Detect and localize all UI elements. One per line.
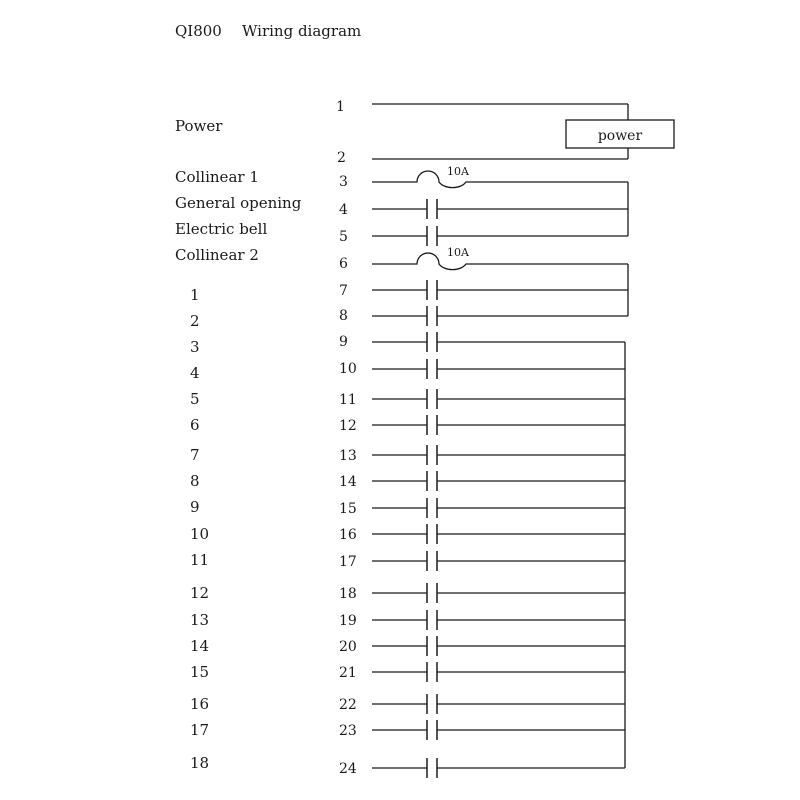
terminal-number: 17 <box>339 554 357 570</box>
contact-row-21 <box>372 662 625 682</box>
fuse-wire-6 <box>372 253 628 270</box>
label-power: Power <box>175 117 223 135</box>
terminal-number: 11 <box>339 392 357 408</box>
contact-row-9 <box>372 332 625 352</box>
channel-label: 2 <box>190 312 200 330</box>
contact-row-20 <box>372 636 625 656</box>
channel-label: 3 <box>190 338 200 356</box>
contact-row-16 <box>372 524 625 544</box>
terminal-number: 14 <box>339 474 357 490</box>
terminal-number: 2 <box>337 150 346 166</box>
label-collinear-1: Collinear 1 <box>175 168 259 186</box>
contact-row-18 <box>372 583 625 603</box>
channel-label: 9 <box>190 498 200 516</box>
terminal-number: 7 <box>339 283 348 299</box>
power-circuit <box>372 104 674 159</box>
terminal-number: 16 <box>339 527 357 543</box>
channel-label: 13 <box>190 611 210 629</box>
fuse-group-1 <box>372 165 628 236</box>
contact-row-4 <box>372 199 628 219</box>
channel-label: 15 <box>190 663 210 681</box>
channel-label: 6 <box>190 416 200 434</box>
contact-row-19 <box>372 610 625 630</box>
fuse-group-2 <box>372 246 628 316</box>
terminal-number: 13 <box>339 448 357 464</box>
contact-row-8 <box>372 306 628 326</box>
terminal-number: 21 <box>339 665 357 681</box>
terminal-number: 18 <box>339 586 357 602</box>
channel-label: 1 <box>190 286 200 304</box>
terminal-number: 15 <box>339 501 357 517</box>
terminal-number: 1 <box>336 99 345 115</box>
contact-row-10 <box>372 359 625 379</box>
terminal-number: 22 <box>339 697 357 713</box>
terminal-number: 8 <box>339 308 348 324</box>
channel-label: 11 <box>190 551 210 569</box>
contact-row-14 <box>372 471 625 491</box>
terminal-number: 5 <box>339 229 348 245</box>
contact-row-15 <box>372 498 625 518</box>
contact-row-7 <box>372 280 628 300</box>
contact-row-24 <box>372 758 625 778</box>
terminal-number: 6 <box>339 256 348 272</box>
channel-label: 14 <box>190 637 210 655</box>
fuse-rating: 10A <box>447 165 469 178</box>
terminal-number: 23 <box>339 723 357 739</box>
channel-label: 17 <box>190 721 210 739</box>
terminal-number: 20 <box>339 639 357 655</box>
terminal-number: 3 <box>339 174 348 190</box>
contact-row-22 <box>372 694 625 714</box>
fuse-wire-3 <box>372 171 628 188</box>
terminal-number: 12 <box>339 418 357 434</box>
fuse-rating: 10A <box>447 246 469 259</box>
model-name: QI800 <box>175 22 222 40</box>
terminal-number: 19 <box>339 613 357 629</box>
terminal-number: 24 <box>339 761 357 777</box>
label-general-opening: General opening <box>175 194 302 212</box>
contact-row-23 <box>372 720 625 740</box>
terminal-number: 10 <box>339 361 357 377</box>
channel-label: 16 <box>190 695 210 713</box>
label-electric-bell: Electric bell <box>175 220 268 238</box>
terminal-number: 4 <box>339 202 348 218</box>
power-box-label: power <box>597 128 643 144</box>
contact-row-12 <box>372 415 625 435</box>
channel-label: 12 <box>190 584 210 602</box>
label-collinear-2: Collinear 2 <box>175 246 259 264</box>
channel-label: 18 <box>190 754 210 772</box>
channel-label: 7 <box>190 446 200 464</box>
channel-label: 8 <box>190 472 200 490</box>
channel-label: 10 <box>190 525 210 543</box>
contact-row-11 <box>372 389 625 409</box>
contact-row-17 <box>372 551 625 571</box>
contact-row-13 <box>372 445 625 465</box>
channel-label: 4 <box>190 364 200 382</box>
contact-rows <box>372 199 628 778</box>
diagram-title: Wiring diagram <box>242 22 362 40</box>
channel-label: 5 <box>190 390 200 408</box>
contact-row-5 <box>372 226 628 246</box>
terminal-number: 9 <box>339 334 348 350</box>
